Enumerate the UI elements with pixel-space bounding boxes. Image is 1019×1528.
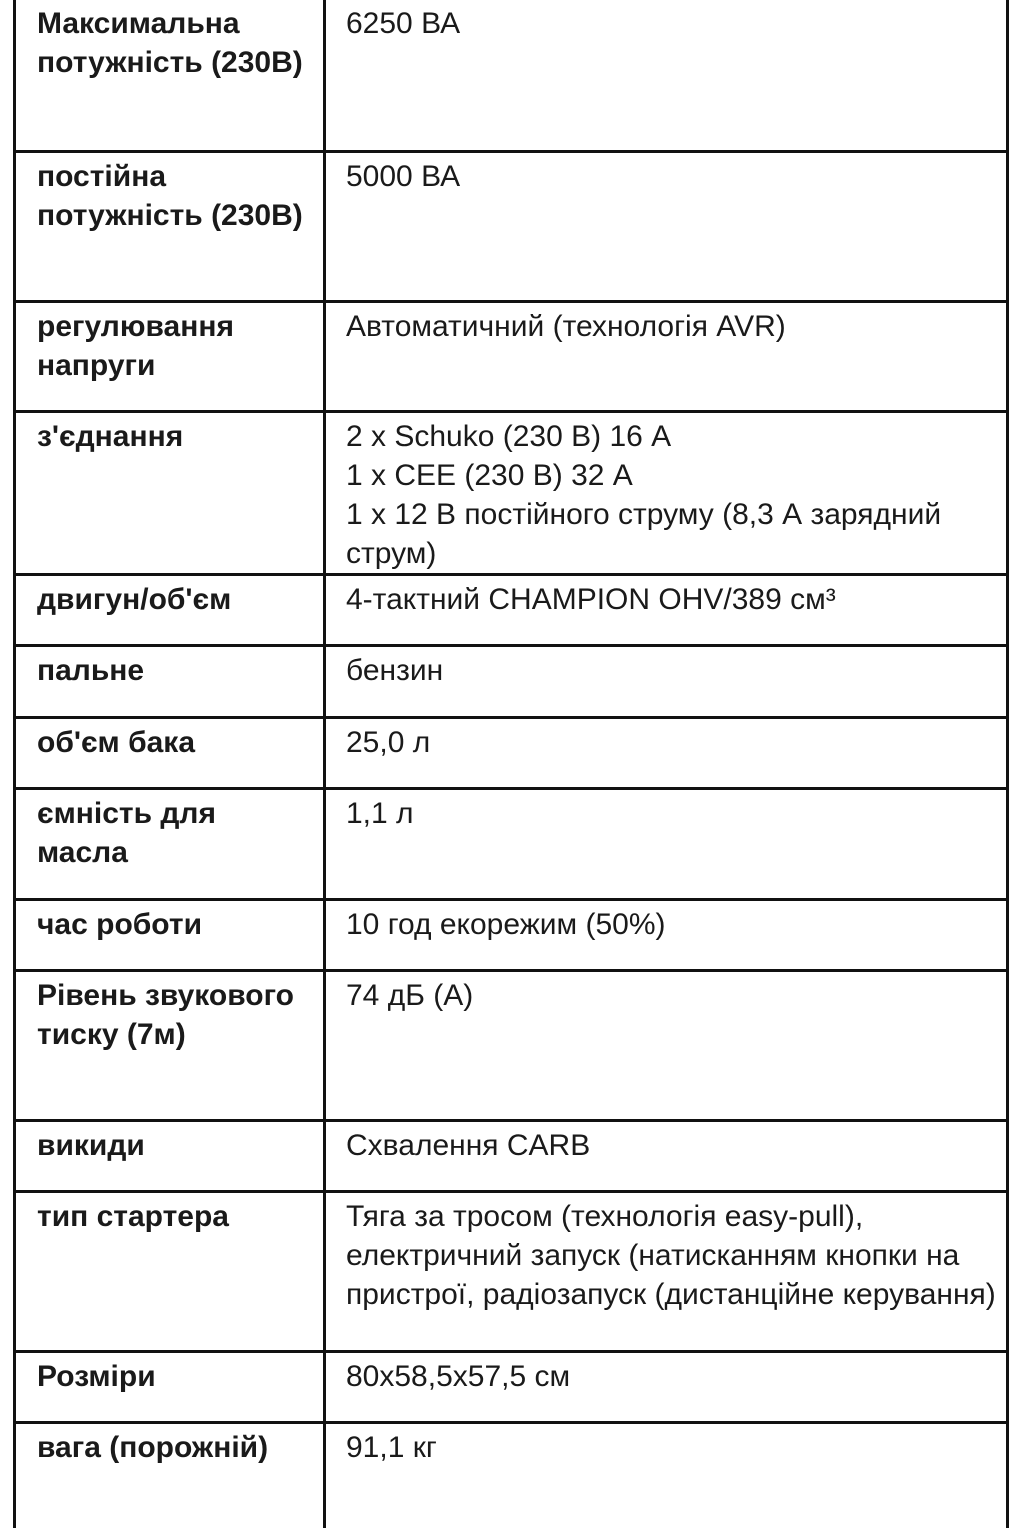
spec-label: Розміри [15, 1351, 325, 1422]
table-row [15, 645, 1008, 717]
spec-table [13, 0, 1009, 1528]
spec-value-line: 10 год екорежим (50%) [346, 907, 666, 941]
table-row [15, 788, 1008, 899]
spec-label: двигун/об'єм [15, 574, 325, 645]
spec-value [325, 1422, 1008, 1528]
spec-label: постійна потужність (230В) [15, 151, 325, 301]
table-row [15, 717, 1008, 788]
spec-label: об'єм бака [15, 717, 325, 788]
spec-value-line: Схвалення CARB [346, 1128, 591, 1162]
table-row [15, 574, 1008, 645]
spec-value-line: 4-тактний CHAMPION OHV/389 см³ [346, 582, 836, 616]
spec-value [325, 574, 1008, 645]
table-row [15, 970, 1008, 1120]
spec-value-line: 80x58,5x57,5 см [346, 1359, 571, 1393]
spec-value-line: 1 x CEE (230 В) 32 А [346, 458, 633, 492]
spec-label: викиди [15, 1120, 325, 1191]
table-row [15, 301, 1008, 411]
table-row [15, 151, 1008, 301]
spec-label: час роботи [15, 899, 325, 970]
spec-value-line: 74 дБ (А) [346, 978, 474, 1012]
spec-value-line: 1,1 л [346, 796, 414, 830]
spec-value [325, 1191, 1008, 1351]
spec-label: ємність для масла [15, 788, 325, 899]
spec-value [325, 301, 1008, 411]
spec-value [325, 411, 1008, 574]
table-row [15, 411, 1008, 574]
spec-value [325, 970, 1008, 1120]
spec-label: пальне [15, 645, 325, 717]
spec-value-line: 91,1 кг [346, 1430, 437, 1464]
spec-label: вага (порожній) [15, 1422, 325, 1528]
spec-value [325, 788, 1008, 899]
spec-value-line: Автоматичний (технологія AVR) [346, 309, 786, 343]
spec-value [325, 151, 1008, 301]
spec-value-line: 25,0 л [346, 725, 431, 759]
spec-label: регулювання напруги [15, 301, 325, 411]
spec-value-line: Тяга за тросом (технологія easy-pull), електричний запуск (натисканням кнопки на пристрої, радіозапуск (дистанційне керування) [346, 1199, 996, 1311]
table-row [15, 899, 1008, 970]
spec-value [325, 1351, 1008, 1422]
spec-label: Максимальна потужність (230В) [15, 0, 325, 151]
table-row [15, 1120, 1008, 1191]
spec-label: тип стартера [15, 1191, 325, 1351]
spec-label: Рівень звукового тиску (7м) [15, 970, 325, 1120]
spec-value-line: 2 x Schuko (230 В) 16 А [346, 419, 672, 453]
spec-value [325, 645, 1008, 717]
spec-value [325, 899, 1008, 970]
spec-value-line: бензин [346, 653, 444, 687]
spec-value [325, 1120, 1008, 1191]
spec-value [325, 717, 1008, 788]
spec-value-line: 6250 ВА [346, 7, 461, 40]
table-row [15, 1351, 1008, 1422]
spec-value-line: 1 x 12 В постійного струму (8,3 А зарядний струм) [346, 497, 942, 570]
table-row [15, 1422, 1008, 1528]
table-row [15, 1191, 1008, 1351]
spec-value-line: 5000 ВА [346, 159, 461, 193]
table-row [15, 0, 1008, 151]
spec-label: з'єднання [15, 411, 325, 574]
spec-value [325, 0, 1008, 151]
